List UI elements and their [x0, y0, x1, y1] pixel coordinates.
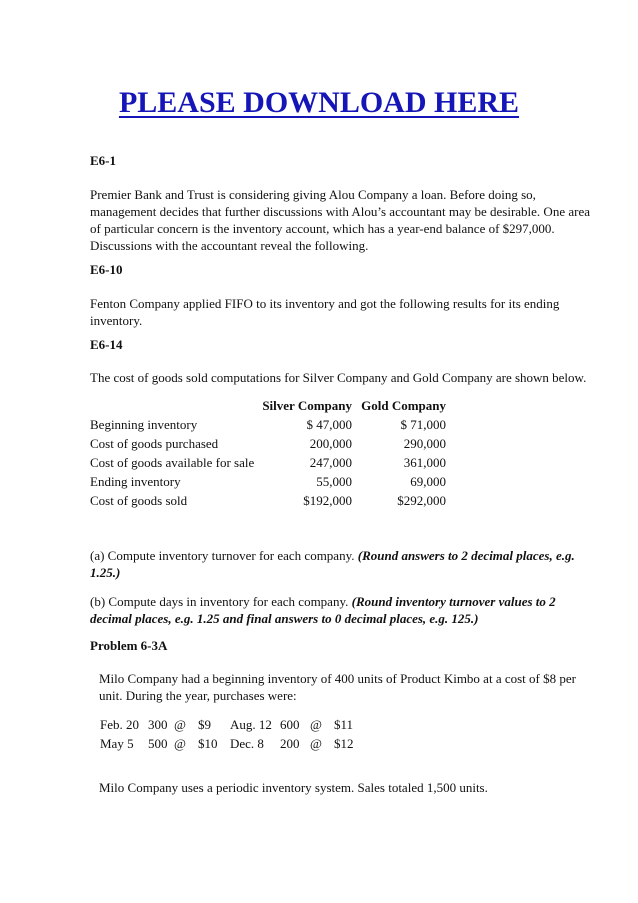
cogs-table — [90, 396, 446, 510]
gold-value: 361,000 — [403, 455, 446, 470]
row-label: Cost of goods available for sale — [90, 455, 255, 470]
purchase-cost: $12 — [334, 736, 354, 751]
row-label: Cost of goods sold — [90, 493, 188, 508]
e6-10-line: Fenton Company applied FIFO to its inventory and got the following results for its ending — [90, 296, 560, 311]
e6-1-line: management decides that further discussions with Alou’s accountant may be desirable. One area — [90, 204, 590, 219]
purchase-row — [100, 715, 364, 734]
table-row — [90, 453, 446, 472]
silver-value: 200,000 — [309, 436, 352, 451]
purchase-date: Dec. 8 — [230, 736, 264, 751]
gold-value: $292,000 — [397, 493, 446, 508]
part-b-line-1 — [90, 593, 600, 610]
problem-line: Milo Company had a beginning inventory of 400 units of Product Kimbo at a cost of $8 per — [99, 671, 576, 686]
at-symbol: @ — [310, 736, 322, 751]
purchase-date: Feb. 20 — [100, 717, 139, 732]
silver-value: $192,000 — [303, 493, 352, 508]
purchase-cost: $11 — [334, 717, 354, 732]
e6-10-body — [90, 295, 600, 329]
part-a-line-1 — [90, 547, 600, 564]
silver-value: 247,000 — [309, 455, 352, 470]
e6-1-line: of particular concern is the inventory account, which has a year-end balance of $297,000. — [90, 221, 555, 236]
e6-10-heading: E6-10 — [90, 262, 123, 277]
silver-value: $ 47,000 — [306, 417, 352, 432]
gold-value: 69,000 — [410, 474, 446, 489]
cogs-header-blank — [90, 396, 256, 415]
purchase-date: Aug. 12 — [230, 717, 272, 732]
problem-line: unit. During the year, purchases were: — [99, 688, 297, 703]
purchase-units: 500 — [148, 736, 168, 751]
purchase-units: 300 — [148, 717, 168, 732]
part-b-text: (b) Compute days in inventory for each company. — [90, 594, 352, 609]
purchase-units: 600 — [280, 717, 300, 732]
part-a-instruction: (Round answers to 2 decimal places, e.g. — [357, 548, 575, 563]
table-row — [90, 434, 446, 453]
table-row — [90, 491, 446, 510]
part-b-instruction: (Round inventory turnover values to 2 — [351, 594, 556, 609]
cogs-header-row — [90, 396, 446, 415]
download-link[interactable]: PLEASE DOWNLOAD HERE — [118, 86, 520, 119]
e6-1-body — [90, 186, 600, 254]
silver-company-header: Silver Company — [262, 398, 352, 413]
purchase-units: 200 — [280, 736, 300, 751]
problem-heading: Problem 6-3A — [90, 638, 168, 653]
purchase-cost: $10 — [198, 736, 218, 751]
row-label: Ending inventory — [90, 474, 181, 489]
purchases-table — [100, 715, 364, 753]
table-row — [90, 415, 446, 434]
e6-14-intro: The cost of goods sold computations for Silver Company and Gold Company are shown below. — [90, 370, 587, 385]
at-symbol: @ — [174, 717, 186, 732]
row-label: Beginning inventory — [90, 417, 198, 432]
purchase-date: May 5 — [100, 736, 134, 751]
at-symbol: @ — [174, 736, 186, 751]
part-a-text: (a) Compute inventory turnover for each company. — [90, 548, 358, 563]
silver-value: 55,000 — [316, 474, 352, 489]
part-b — [90, 593, 600, 627]
part-a — [90, 547, 600, 581]
problem-closing: Milo Company uses a periodic inventory system. Sales totaled 1,500 units. — [99, 780, 488, 795]
e6-10-line: inventory. — [90, 313, 143, 328]
purchase-row — [100, 734, 364, 753]
part-a-instruction-cont: 1.25.) — [90, 565, 121, 580]
gold-company-header: Gold Company — [361, 398, 446, 413]
problem-body — [99, 670, 609, 704]
row-label: Cost of goods purchased — [90, 436, 219, 451]
table-row — [90, 472, 446, 491]
e6-1-line: Premier Bank and Trust is considering giving Alou Company a loan. Before doing so, — [90, 187, 536, 202]
part-b-instruction-cont: decimal places, e.g. 1.25 and final answers to 0 decimal places, e.g. 125.) — [90, 611, 479, 626]
e6-1-heading: E6-1 — [90, 153, 116, 168]
at-symbol: @ — [310, 717, 322, 732]
e6-1-line: Discussions with the accountant reveal the following. — [90, 238, 369, 253]
purchase-cost: $9 — [198, 717, 211, 732]
gold-value: 290,000 — [403, 436, 446, 451]
gold-value: $ 71,000 — [400, 417, 446, 432]
e6-14-heading: E6-14 — [90, 337, 123, 352]
download-title — [0, 86, 638, 120]
